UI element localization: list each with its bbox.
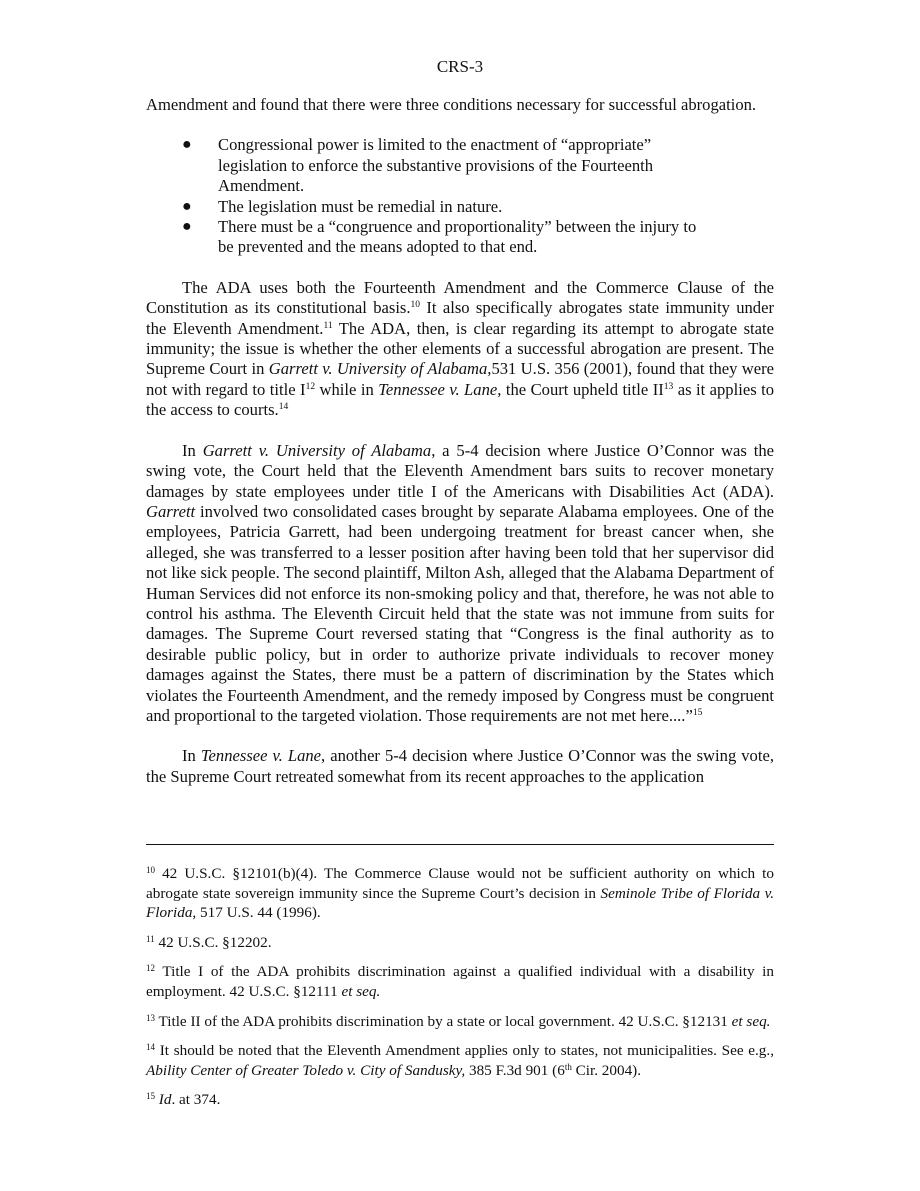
text-run: It should be noted that the Eleventh Amendment applies only to states, not municipalities. See e.g., xyxy=(155,1042,774,1060)
bullet-icon: ● xyxy=(182,218,192,236)
text-run: The ADA uses both the Fourteenth Amendment and the Commerce Clause of the Constitution as its constitutional basis. xyxy=(146,277,774,318)
footnote-number: 13 xyxy=(146,1012,155,1023)
footnote-number: 12 xyxy=(146,963,155,974)
case-name: Ability Center of Greater Toledo v. City of Sandusky, xyxy=(146,1061,466,1079)
footnote-10 xyxy=(146,864,774,923)
case-name: Tennessee v. Lane, xyxy=(378,379,502,399)
text-run: Cir. 2004). xyxy=(571,1061,642,1079)
text-run: It also specifically abrogates state immunity under the Eleventh Amendment. xyxy=(146,298,774,338)
footnote-ref: 10 xyxy=(410,300,421,311)
list-item xyxy=(146,135,774,196)
case-name: Garrett v. University of Alabama xyxy=(202,440,432,460)
paragraph-gap xyxy=(146,726,774,746)
list-item-text: There must be a “congruence and proportionality” between the injury to be prevented and the means adopted to that end. xyxy=(218,217,697,257)
text-run: the Court upheld title II xyxy=(501,379,664,399)
intro-paragraph: Amendment and found that there were three conditions necessary for successful abrogation. xyxy=(146,95,757,114)
text-run: 42 U.S.C. §12202. xyxy=(154,933,272,951)
case-name: Seminole Tribe of Florida v. Florida xyxy=(146,884,775,922)
et-seq: et seq. xyxy=(731,1012,771,1030)
footnote-11 xyxy=(146,933,774,953)
list-item xyxy=(146,217,774,258)
footnotes-section xyxy=(146,864,774,1120)
text-run: . at 374. xyxy=(171,1091,221,1109)
text-run: The ADA, then, is clear regarding its attempt to abrogate state immunity; the issue is whether the other elements of a successful abrogation are present. The Supreme Court in xyxy=(146,318,774,379)
id-citation: Id xyxy=(158,1091,172,1109)
text-run: 531 U.S. 356 (2001), found that they were not with regard to title I xyxy=(146,359,775,399)
lane-paragraph xyxy=(146,746,774,787)
footnote-number: 11 xyxy=(146,933,155,944)
text-run: involved two consolidated cases brought by separate Alabama employees. One of the employees, Patricia Garrett, had been undergoing treatment for breast cancer when, she alleged, she was transferred to a lesser position after having been told that her supervisor did not like sick people. The second plaintiff, Milton Ash, alleged that the Alabama Department of Human Services did not enforce its non-smoking policy and that, therefore, he was not able to control his asthma. The Eleventh Circuit held that the state was not immune from suits for damages. The Supreme Court reversed stating that “Congress is the final authority as to desirable public policy, but in order to authorize private individuals to recover money damages against the States, there must be a pattern of discrimination by the States which violates the Fourteenth Amendment, and the remedy imposed by Congress must be congruent and proportional to the targeted violation. Those requirements are not met here....” xyxy=(146,501,774,725)
text-run: , a 5-4 decision where Justice O’Connor was the swing vote, the Court held that the Eleventh Amendment bars suits to recover monetary damages by state employees under title I of the Americans with Disabilities Act (ADA). xyxy=(146,440,774,501)
footnote-ref: 13 xyxy=(663,381,674,392)
footnote-ref: 12 xyxy=(305,381,316,392)
case-name: Garrett xyxy=(146,501,196,521)
text-run: while in xyxy=(315,379,379,399)
ada-basis-paragraph xyxy=(146,278,774,421)
text-run: 42 U.S.C. §12101(b)(4). The Commerce Clause would not be sufficient authority on which to abrogate state sovereign immunity since the Supreme Court’s decision in xyxy=(146,865,774,902)
body-text xyxy=(146,95,774,787)
list-item-text: Congressional power is limited to the enactment of “appropriate” legislation to enforce the substantive provisions of the Fourteenth Amendment. xyxy=(218,135,654,196)
footnote-ref: 15 xyxy=(692,707,703,718)
text-run: 385 F.3d 901 (6 xyxy=(465,1061,565,1079)
footnote-13 xyxy=(146,1012,774,1032)
footnote-14 xyxy=(146,1041,774,1080)
footnote-ref: 14 xyxy=(278,402,289,413)
case-name: Tennessee v. Lane xyxy=(200,746,322,766)
footnote-12 xyxy=(146,962,774,1001)
case-name: Garrett v. University of Alabama, xyxy=(268,359,492,379)
footnote-number: 14 xyxy=(146,1042,155,1053)
page-header: CRS-3 xyxy=(436,57,484,76)
footnote-ref: 11 xyxy=(323,320,333,331)
text-run: In xyxy=(182,746,201,766)
footnote-number: 10 xyxy=(146,865,155,875)
text-run: , 517 U.S. 44 (1996). xyxy=(192,904,321,922)
list-item xyxy=(146,197,774,217)
text-run: Title II of the ADA prohibits discrimination by a state or local government. 42 U.S.C. §12131 xyxy=(155,1012,732,1030)
ordinal-suffix: th xyxy=(564,1061,572,1072)
text-run: , another 5-4 decision where Justice O’Connor was the swing vote, the Supreme Court retreated somewhat from its recent approaches to the application xyxy=(146,746,774,786)
footnote-15 xyxy=(146,1090,774,1110)
text-run: as it applies to the access to courts. xyxy=(146,379,775,420)
paragraph-gap xyxy=(146,421,774,441)
footnote-divider xyxy=(146,844,774,845)
footnote-number: 15 xyxy=(146,1091,155,1102)
conditions-list xyxy=(146,135,774,257)
list-item-text: The legislation must be remedial in nature. xyxy=(218,196,503,216)
bullet-icon: ● xyxy=(182,136,192,154)
bullet-icon: ● xyxy=(182,197,192,215)
text-run: Title I of the ADA prohibits discrimination against a qualified individual with a disability in employment. 42 U.S.C. §12111 xyxy=(146,963,774,1000)
text-run: In xyxy=(182,440,203,460)
garrett-paragraph xyxy=(146,441,774,727)
et-seq: et seq. xyxy=(341,982,381,1000)
